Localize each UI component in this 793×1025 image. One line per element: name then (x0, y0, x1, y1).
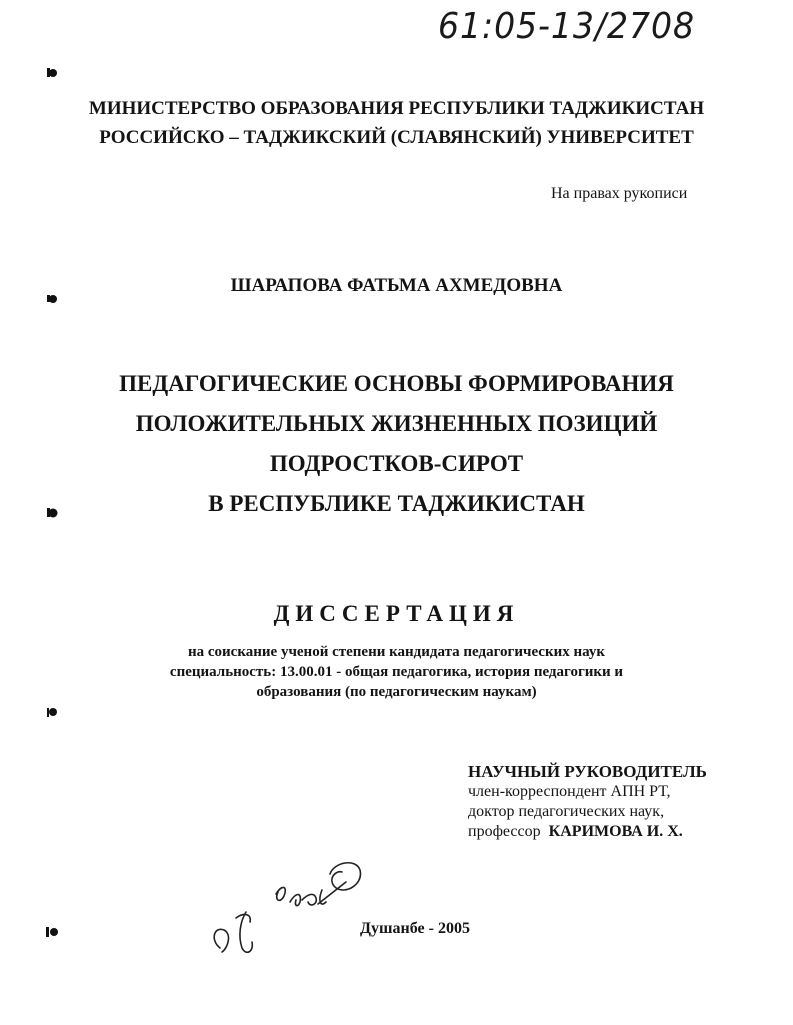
margin-mark-icon (44, 64, 60, 80)
degree-description (0, 642, 793, 702)
degree-line: специальность: 13.00.01 - общая педагогика, история педагогики и (169, 664, 624, 680)
university-name: РОССИЙСКО – ТАДЖИКСКИЙ (СЛАВЯНСКИЙ) УНИВЕРСИТЕТ (99, 127, 694, 148)
title-line: В РЕСПУБЛИКЕ ТАДЖИКИСТАН (208, 491, 585, 516)
city-year: Душанбе - 2005 (360, 920, 470, 937)
catalog-number: 61:05-13/2708 (438, 6, 695, 47)
supervisor-rank: член-корреспондент АПН РТ, (468, 783, 671, 800)
supervisor-block (468, 762, 707, 842)
handwritten-signature (206, 852, 378, 962)
degree-line: на соискание ученой степени кандидата педагогических наук (187, 644, 606, 660)
supervisor-title: профессор (468, 823, 541, 840)
title-line: ПОЛОЖИТЕЛЬНЫХ ЖИЗНЕННЫХ ПОЗИЦИЙ (135, 411, 658, 436)
margin-mark-icon (44, 924, 60, 940)
dissertation-title (0, 364, 793, 524)
margin-mark-icon (44, 704, 60, 720)
title-line: ПЕДАГОГИЧЕСКИЕ ОСНОВЫ ФОРМИРОВАНИЯ (119, 371, 674, 396)
supervisor-degree: доктор педагогических наук, (468, 803, 665, 820)
author-name: ШАРАПОВА ФАТЬМА АХМЕДОВНА (230, 275, 563, 296)
manuscript-note: На правах рукописи (551, 185, 688, 202)
document-type: ДИССЕРТАЦИЯ (273, 601, 520, 626)
title-line: ПОДРОСТКОВ-СИРОТ (269, 451, 524, 476)
degree-line: образования (по педагогическим наукам) (256, 684, 537, 700)
ministry-name: МИНИСТЕРСТВО ОБРАЗОВАНИЯ РЕСПУБЛИКИ ТАДЖИКИСТАН (88, 98, 705, 119)
supervisor-name: КАРИМОВА И. Х. (548, 823, 683, 840)
supervisor-heading: НАУЧНЫЙ РУКОВОДИТЕЛЬ (468, 762, 707, 781)
institution-header (0, 94, 793, 152)
